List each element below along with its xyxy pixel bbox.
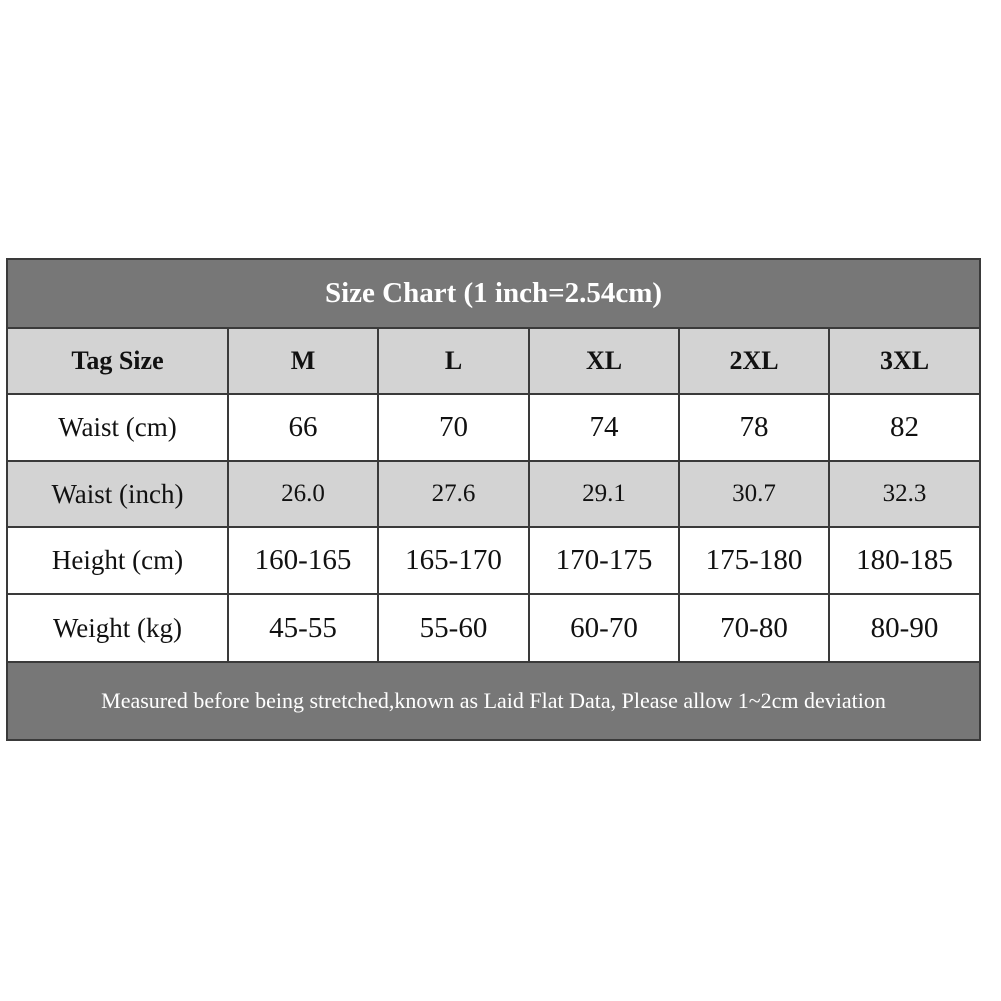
table-cell: 160-165 bbox=[229, 526, 379, 593]
table-cell: 175-180 bbox=[680, 526, 830, 593]
table-cell: 29.1 bbox=[530, 460, 680, 526]
header-cell-xl: XL bbox=[530, 327, 680, 393]
size-chart-footnote: Measured before being stretched,known as Laid Flat Data, Please allow 1~2cm deviation bbox=[8, 661, 979, 739]
size-chart-table bbox=[6, 258, 981, 741]
size-chart-title: Size Chart (1 inch=2.54cm) bbox=[8, 260, 979, 327]
header-cell-l: L bbox=[379, 327, 530, 393]
table-cell: 60-70 bbox=[530, 593, 680, 661]
header-cell-m: M bbox=[229, 327, 379, 393]
row-label-weight: Weight (kg) bbox=[8, 593, 229, 661]
table-cell: 32.3 bbox=[830, 460, 979, 526]
table-cell: 66 bbox=[229, 393, 379, 460]
table-cell: 78 bbox=[680, 393, 830, 460]
header-cell-3xl: 3XL bbox=[830, 327, 979, 393]
table-cell: 45-55 bbox=[229, 593, 379, 661]
table-cell: 30.7 bbox=[680, 460, 830, 526]
table-cell: 82 bbox=[830, 393, 979, 460]
table-cell: 180-185 bbox=[830, 526, 979, 593]
table-cell: 26.0 bbox=[229, 460, 379, 526]
table-cell: 74 bbox=[530, 393, 680, 460]
table-cell: 170-175 bbox=[530, 526, 680, 593]
header-cell-tag-size: Tag Size bbox=[8, 327, 229, 393]
size-grid bbox=[8, 327, 979, 661]
row-label-waist-inch: Waist (inch) bbox=[8, 460, 229, 526]
table-cell: 165-170 bbox=[379, 526, 530, 593]
header-cell-2xl: 2XL bbox=[680, 327, 830, 393]
row-label-waist-cm: Waist (cm) bbox=[8, 393, 229, 460]
table-cell: 70-80 bbox=[680, 593, 830, 661]
table-cell: 55-60 bbox=[379, 593, 530, 661]
table-cell: 70 bbox=[379, 393, 530, 460]
table-cell: 27.6 bbox=[379, 460, 530, 526]
table-cell: 80-90 bbox=[830, 593, 979, 661]
row-label-height: Height (cm) bbox=[8, 526, 229, 593]
